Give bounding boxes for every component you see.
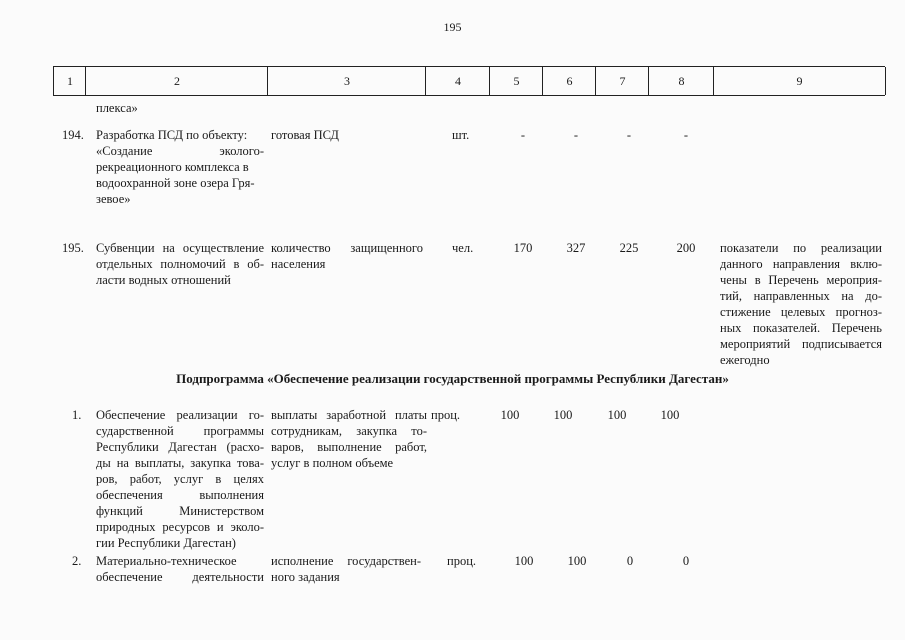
text-line: Субвенции на осуществление	[96, 241, 264, 255]
text-line: сударственной программы	[96, 424, 264, 438]
value-2019: 100	[500, 408, 520, 422]
value-2021: -	[626, 128, 632, 142]
row-number: 195.	[62, 241, 84, 255]
text-line: отдельных полномочий в об-	[96, 257, 264, 271]
value-2020: 327	[566, 241, 586, 255]
value-2019: 100	[514, 554, 534, 568]
text-line: данного направления вклю-	[720, 257, 882, 271]
text-line: ласти водных отношений	[96, 273, 231, 287]
measure-name	[96, 127, 264, 207]
row-number: 1.	[72, 408, 82, 422]
text-line: сотрудникам, закупка то-	[271, 424, 427, 438]
subprogram-title: Подпрограмма «Обеспечение реализации государственной программы Республики Дагестан»	[176, 371, 729, 386]
value-2019: -	[520, 128, 526, 142]
value-2022: -	[683, 128, 689, 142]
text-line: тий, направленных на до-	[720, 289, 882, 303]
header-col-7: 7	[595, 67, 649, 95]
row-number: 2.	[72, 554, 82, 568]
text-line: обеспечения выполнения	[96, 488, 264, 502]
text-line: Разработка ПСД по объекту:	[96, 128, 248, 142]
note-text	[720, 240, 882, 368]
text-line: мероприятий подписывается	[720, 337, 882, 351]
text-line: гии Республики Дагестан)	[96, 536, 236, 550]
measure-name	[96, 407, 264, 551]
text-line: ежегодно	[720, 353, 770, 367]
continuation-text: плекса»	[96, 101, 138, 115]
text-line: природных ресурсов и эколо-	[96, 520, 264, 534]
value-2020: -	[573, 128, 579, 142]
text-line: ных показателей. Перечень	[720, 321, 882, 335]
text-line: варов, выполнение работ,	[271, 440, 427, 454]
unit: проц.	[447, 554, 477, 568]
text-line: Материально-техническое	[96, 554, 237, 568]
text-line: рекреационного комплекса в	[96, 160, 249, 174]
header-col-5: 5	[489, 67, 543, 95]
value-2021: 0	[626, 554, 634, 568]
text-line: населения	[271, 257, 326, 271]
value-2020: 100	[553, 408, 573, 422]
header-col-9: 9	[713, 67, 886, 95]
row-number: 194.	[62, 128, 84, 142]
unit: чел.	[452, 241, 474, 255]
indicator-name	[271, 553, 421, 585]
header-col-2: 2	[85, 67, 268, 95]
table-header	[53, 66, 885, 96]
unit: проц.	[431, 408, 461, 422]
indicator-name	[271, 240, 423, 272]
text-line: водоохранной зоне озера Гря-	[96, 176, 255, 190]
text-line: ды на выплаты, закупка това-	[96, 456, 264, 470]
text-line: исполнение государствен-	[271, 554, 421, 568]
value-2022: 0	[682, 554, 690, 568]
unit: шт.	[452, 128, 470, 142]
text-line: Республики Дагестан (расхо-	[96, 440, 264, 454]
header-col-8: 8	[648, 67, 714, 95]
indicator-name	[271, 407, 427, 471]
header-col-4: 4	[425, 67, 490, 95]
text-line: обеспечение деятельности	[96, 570, 264, 584]
text-line: стижение целевых прогноз-	[720, 305, 882, 319]
value-2020: 100	[567, 554, 587, 568]
text-line: «Создание эколого-	[96, 144, 264, 158]
header-col-3: 3	[267, 67, 426, 95]
text-line: Обеспечение реализации го-	[96, 408, 264, 422]
text-line: зевое»	[96, 192, 131, 206]
text-line: функций Министерством	[96, 504, 264, 518]
value-2022: 200	[676, 241, 696, 255]
measure-name	[96, 553, 264, 585]
text-line: показатели по реализации	[720, 241, 882, 255]
page-number: 195	[443, 20, 462, 34]
value-2022: 100	[660, 408, 680, 422]
text-line: ного задания	[271, 570, 340, 584]
text-line: выплаты заработной платы	[271, 408, 427, 422]
text-line: чены в Перечень мероприя-	[720, 273, 882, 287]
text-line: услуг в полном объеме	[271, 456, 394, 470]
indicator-name: готовая ПСД	[271, 128, 339, 142]
value-2019: 170	[513, 241, 533, 255]
measure-name	[96, 240, 264, 288]
text-line: количество защищенного	[271, 241, 423, 255]
header-col-1: 1	[53, 67, 86, 95]
text-line: ров, работ, услуг в целях	[96, 472, 264, 486]
header-col-6: 6	[542, 67, 596, 95]
value-2021: 100	[607, 408, 627, 422]
value-2021: 225	[619, 241, 639, 255]
